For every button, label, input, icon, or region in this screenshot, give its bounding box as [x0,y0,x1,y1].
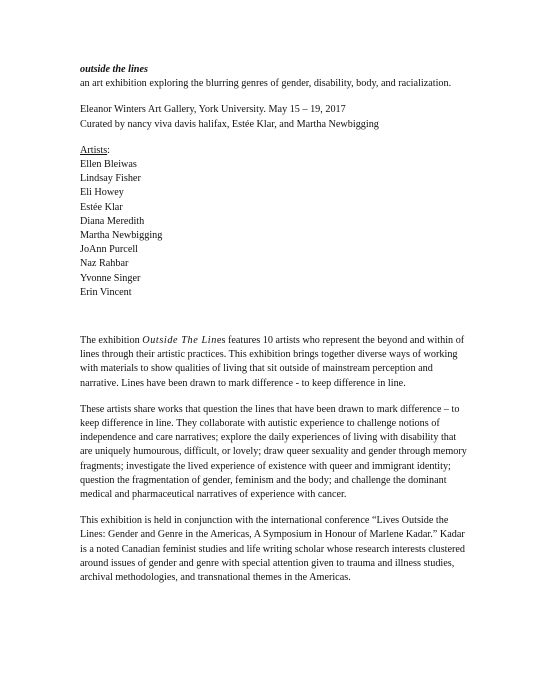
paragraph-line: independence and care narratives; explore the daily experiences of living with disability that [80,432,457,444]
paragraph-line: medical and pharmaceutical narratives of experience with cancer. [80,489,347,501]
artists-heading-colon: : [107,144,111,156]
paragraph-intro [80,334,501,391]
artists-heading-line [80,144,501,158]
exhibition-name-italic: Outside The Lin [142,335,217,347]
paragraph-artists-works [80,403,501,502]
paragraph-line: This exhibition is held in conjunction with the international conference “Lives Outside the [80,515,449,527]
paragraph-line: with materials to show qualities of living that sit outside of mainstream perception and [80,363,433,375]
text-run: es features 10 artists who represent the beyond and within of [216,335,465,347]
paragraph-line: is a noted Canadian feminist studies and life writing scholar whose research interests clustered [80,543,466,555]
exhibition-subtitle: an art exhibition exploring the blurring genres of gender, disability, body, and racialization. [80,78,452,90]
paragraph-line: narrative. Lines have been drawn to mark difference - to keep difference in line. [80,377,406,389]
artists-section [80,144,501,300]
paragraph-line: Lines: Gender and Genre in the Americas, A Symposium in Honour of Marlene Kadar.” Kadar [80,529,465,541]
artist-name: Eli Howey [80,187,124,199]
paragraph-line: around issues of gender and genre with special attention given to trauma and illness studies, [80,557,455,569]
artist-name: Martha Newbigging [80,230,163,242]
artist-name: Estée Klar [80,201,123,213]
venue-line: Eleanor Winters Art Gallery, York University. May 15 – 19, 2017 [80,104,346,116]
paragraph-line: lines through their artistic practices. This exhibition brings together diverse ways of working [80,349,458,361]
header-block [80,63,501,91]
artist-name: JoAnn Purcell [80,244,139,256]
artist-name: Erin Vincent [80,286,132,298]
paragraph-line [80,334,501,348]
artist-name: Ellen Bleiwas [80,159,137,171]
paragraph-line: archival methodologies, and transnational themes in the Americas. [80,572,351,584]
text-run: The exhibition [80,335,143,347]
artists-heading: Artists [80,144,108,156]
paragraph-line: fragments; investigate the lived experience of existence with queer and immigrant identity; [80,460,451,472]
paragraph-line: are uniquely humourous, difficult, or lovely; draw queer sexuality and gender through memory [80,446,467,458]
paragraph-line: keep difference in line. They collaborate with autistic experience to challenge notions of [80,418,440,430]
paragraph-conference [80,514,501,585]
artist-name: Lindsay Fisher [80,173,141,185]
artist-name: Diana Meredith [80,215,145,227]
exhibition-title: outside the lines [80,64,148,75]
artist-name: Naz Rahbar [80,258,129,270]
artist-name: Yvonne Singer [80,272,141,284]
curators-line: Curated by nancy viva davis halifax, Estée Klar, and Martha Newbigging [80,118,379,130]
paragraph-line: These artists share works that question the lines that have been drawn to mark difference – to [80,403,460,415]
venue-block [80,103,501,131]
paragraph-line: question the fragmentation of gender, feminism and the body; and challenge the dominant [80,474,447,486]
